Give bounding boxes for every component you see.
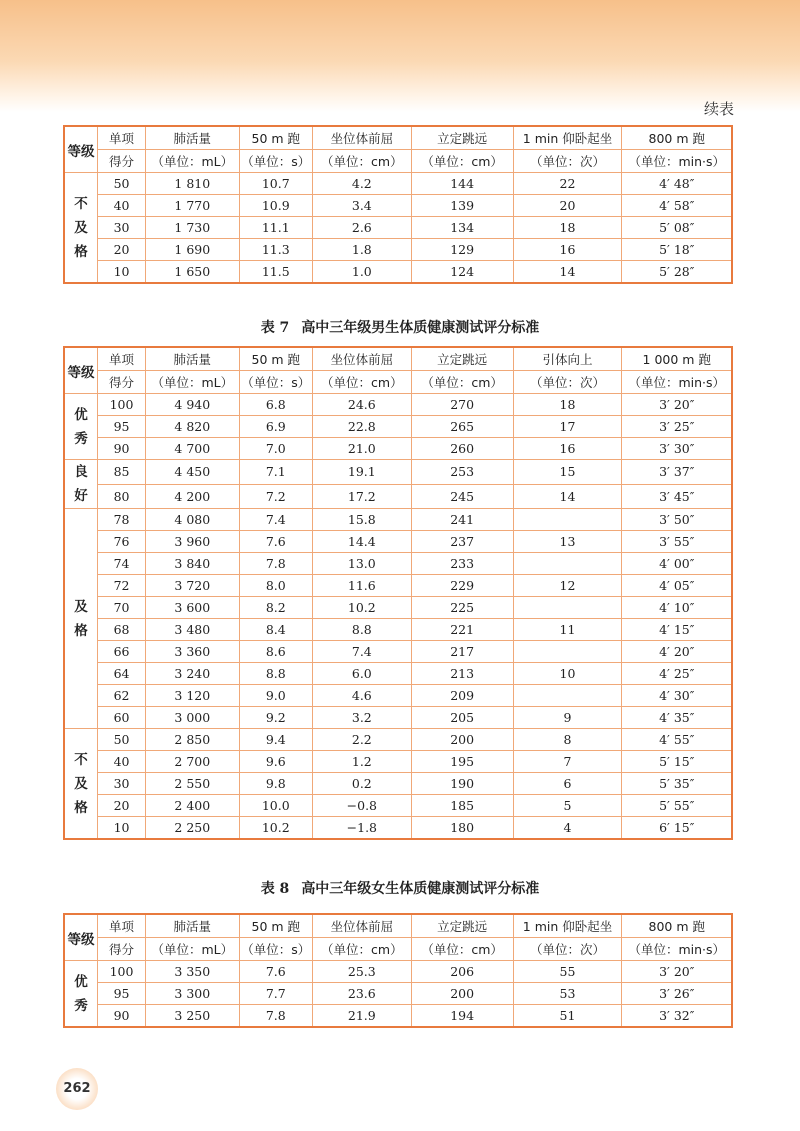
table-cell: 3′ 55″ [622,531,732,553]
table-cell: 3′ 25″ [622,416,732,438]
table-cell [513,685,622,707]
table-cell: 72 [98,575,146,597]
table-cell: 0.2 [312,773,411,795]
column-header: （单位：mL） [145,150,239,173]
table-cell: 17 [513,416,622,438]
table-cell: 237 [411,531,513,553]
table-row [64,553,732,575]
table-cell [513,597,622,619]
table-cell: 3 960 [145,531,239,553]
table-cell: 3 600 [145,597,239,619]
table7-caption-title: 高中三年级男生体质健康测试评分标准 [301,320,540,336]
table7-caption [0,317,800,337]
column-header: 坐位体前屈 [312,126,411,150]
column-header: 单项 [98,914,146,938]
table-cell: 2 250 [145,817,239,840]
column-header: （单位：min·s） [622,371,732,394]
table8-caption-title: 高中三年级女生体质健康测试评分标准 [301,881,540,897]
header-row [64,347,732,371]
table-row [64,195,732,217]
table-cell: 5′ 18″ [622,239,732,261]
column-header: 得分 [98,150,146,173]
table-cell: 15 [513,460,622,485]
column-header: 50 m 跑 [239,347,312,371]
table-cell: 53 [513,983,622,1005]
column-header: （单位：mL） [145,938,239,961]
table-cell: 25.3 [312,961,411,983]
table-cell: 64 [98,663,146,685]
table-cell: 17.2 [312,484,411,509]
table-cell: 1 770 [145,195,239,217]
table-cell: 7.8 [239,553,312,575]
table7-boys-grade12 [63,346,733,840]
table-cell: 1 650 [145,261,239,284]
table-cell: 3 300 [145,983,239,1005]
table-row [64,795,732,817]
column-header: 得分 [98,371,146,394]
table-cell: 3 360 [145,641,239,663]
table-cell: 8.8 [312,619,411,641]
column-header: 800 m 跑 [622,126,732,150]
table-cell: 4 450 [145,460,239,485]
column-header: 单项 [98,126,146,150]
grade-cell: 良 好 [64,460,98,509]
table-cell: 190 [411,773,513,795]
table-row [64,484,732,509]
table-row [64,394,732,416]
table-row [64,663,732,685]
table-row [64,575,732,597]
table-cell: 9.8 [239,773,312,795]
table-cell: 9.0 [239,685,312,707]
table-cell: 3 480 [145,619,239,641]
table-cell: 1.0 [312,261,411,284]
table7-caption-number: 表 7 [260,320,290,336]
table-cell: 124 [411,261,513,284]
table-cell: 4′ 10″ [622,597,732,619]
header-row [64,371,732,394]
table-cell: 195 [411,751,513,773]
table-cell: 10 [513,663,622,685]
column-header: 得分 [98,938,146,961]
continued-label: 续表 [703,100,734,118]
table-cell: 22 [513,173,622,195]
table-cell: 2.2 [312,729,411,751]
column-header: （单位：min·s） [622,938,732,961]
column-header: （单位：cm） [312,150,411,173]
table-cell: 245 [411,484,513,509]
table-cell: 21.0 [312,438,411,460]
table-cell: 50 [98,729,146,751]
table-cell: 4 200 [145,484,239,509]
table8-caption [0,878,800,898]
table-cell: 3′ 20″ [622,961,732,983]
table-cell: 10.2 [312,597,411,619]
table-row [64,961,732,983]
table-cell: 3′ 32″ [622,1005,732,1028]
table-cell: 5 [513,795,622,817]
table-row [64,751,732,773]
table-cell [513,641,622,663]
table-cell: 10.7 [239,173,312,195]
table-cell: 3′ 26″ [622,983,732,1005]
table-cell: 70 [98,597,146,619]
table-cell: 7.0 [239,438,312,460]
column-header: （单位：mL） [145,371,239,394]
table-cell: 129 [411,239,513,261]
table-cell: 144 [411,173,513,195]
table-cell: 8.2 [239,597,312,619]
table-row [64,707,732,729]
table-cell: 10.0 [239,795,312,817]
table-cell [513,553,622,575]
column-header: 引体向上 [513,347,622,371]
table-cell: 6.9 [239,416,312,438]
column-header: （单位：cm） [411,371,513,394]
column-header: （单位：cm） [411,150,513,173]
table-cell: 134 [411,217,513,239]
column-header: 1 min 仰卧起坐 [513,126,622,150]
table-cell: 19.1 [312,460,411,485]
column-header: 肺活量 [145,347,239,371]
table-cell: 6 [513,773,622,795]
table-cell: 3 000 [145,707,239,729]
table-cell: 4′ 30″ [622,685,732,707]
table-cell: 16 [513,239,622,261]
table-cell: 18 [513,217,622,239]
table-cell: 24.6 [312,394,411,416]
table-cell: 4 080 [145,509,239,531]
table-cell: 60 [98,707,146,729]
table-cell: 21.9 [312,1005,411,1028]
table-cell: 4.2 [312,173,411,195]
table-cell: 16 [513,438,622,460]
table-cell: 1 690 [145,239,239,261]
table-cell: 7.6 [239,961,312,983]
table-cell: 200 [411,729,513,751]
table-row [64,983,732,1005]
table-cell: 20 [513,195,622,217]
table-cell: 2 400 [145,795,239,817]
table-cell: 50 [98,173,146,195]
table-cell: 4 820 [145,416,239,438]
table-cell: 4 940 [145,394,239,416]
table-cell: 4′ 00″ [622,553,732,575]
table-row [64,641,732,663]
table-cell: 8.8 [239,663,312,685]
table-cell: 74 [98,553,146,575]
table-cell: 14 [513,261,622,284]
table-cell: 40 [98,195,146,217]
table-cell: 3′ 50″ [622,509,732,531]
table-cell: 9.2 [239,707,312,729]
grade-cell: 优 秀 [64,394,98,460]
table-cell: 5′ 55″ [622,795,732,817]
table-cell: 14.4 [312,531,411,553]
table-cell: 9.6 [239,751,312,773]
column-header: 立定跳远 [411,126,513,150]
table-cell: 209 [411,685,513,707]
table-cell: 185 [411,795,513,817]
table-cell: 80 [98,484,146,509]
table-cell: 6.8 [239,394,312,416]
table-cell: 3.4 [312,195,411,217]
table-cell: 8.4 [239,619,312,641]
table-row [64,531,732,553]
column-header: （单位：s） [239,938,312,961]
column-header: （单位：cm） [312,938,411,961]
table-row [64,438,732,460]
column-header: （单位：次） [513,150,622,173]
table-cell: 2 550 [145,773,239,795]
grade-header: 等级 [64,126,98,173]
table-cell: 22.8 [312,416,411,438]
table-cell: 7.7 [239,983,312,1005]
table-cell: 7.1 [239,460,312,485]
table-cell: 85 [98,460,146,485]
table-cell: 8.6 [239,641,312,663]
table-cell: 7.4 [239,509,312,531]
table-row [64,817,732,840]
table-cell: 4′ 35″ [622,707,732,729]
table-row [64,239,732,261]
table-cell: 3 240 [145,663,239,685]
table-cell: 100 [98,961,146,983]
column-header: （单位：cm） [411,938,513,961]
table-cell: 18 [513,394,622,416]
column-header: 50 m 跑 [239,126,312,150]
table-row [64,685,732,707]
table-cell: 217 [411,641,513,663]
table-cell: 68 [98,619,146,641]
column-header: 50 m 跑 [239,914,312,938]
table-cell: 4.6 [312,685,411,707]
table-cell: 4′ 20″ [622,641,732,663]
table-cell: 4′ 25″ [622,663,732,685]
header-row [64,914,732,938]
table-cell: 11 [513,619,622,641]
table-cell: 205 [411,707,513,729]
grade-cell: 不 及 格 [64,729,98,840]
table-cell: 4 700 [145,438,239,460]
table-cell: 10.9 [239,195,312,217]
table-row [64,597,732,619]
table-cell: 95 [98,983,146,1005]
table-cell: 76 [98,531,146,553]
table-cell: 5′ 08″ [622,217,732,239]
header-row [64,126,732,150]
table-cell: 233 [411,553,513,575]
grade-cell: 不 及 格 [64,173,98,284]
table-cell: 265 [411,416,513,438]
table-cell: 253 [411,460,513,485]
table-row [64,217,732,239]
table-continued [63,125,733,284]
column-header: 1 000 m 跑 [622,347,732,371]
table-cell: 9.4 [239,729,312,751]
table-cell: 200 [411,983,513,1005]
table-cell: 11.6 [312,575,411,597]
table-cell: 10 [98,261,146,284]
table-cell: 55 [513,961,622,983]
table-cell: −1.8 [312,817,411,840]
table-cell: 5′ 15″ [622,751,732,773]
table-cell: 13 [513,531,622,553]
column-header: 立定跳远 [411,914,513,938]
table-cell: 3.2 [312,707,411,729]
table-cell: 15.8 [312,509,411,531]
column-header: 单项 [98,347,146,371]
header-row [64,150,732,173]
table-cell: 6′ 15″ [622,817,732,840]
table-cell: 180 [411,817,513,840]
table-cell: 40 [98,751,146,773]
table-cell: 260 [411,438,513,460]
table-row [64,509,732,531]
table-row [64,416,732,438]
column-header: 肺活量 [145,914,239,938]
table-cell: 100 [98,394,146,416]
column-header: 1 min 仰卧起坐 [513,914,622,938]
table-row [64,460,732,485]
table-cell: 3 840 [145,553,239,575]
grade-cell: 及 格 [64,509,98,729]
table-cell: 5′ 35″ [622,773,732,795]
table-cell: 241 [411,509,513,531]
table-cell: 3 120 [145,685,239,707]
column-header: 立定跳远 [411,347,513,371]
table-cell: 30 [98,217,146,239]
table-cell: 95 [98,416,146,438]
table-row [64,773,732,795]
table-cell: 225 [411,597,513,619]
table-cell: 4′ 58″ [622,195,732,217]
column-header: （单位：次） [513,371,622,394]
table-cell: 5′ 28″ [622,261,732,284]
column-header: 坐位体前屈 [312,347,411,371]
table-cell: 10.2 [239,817,312,840]
table-cell: 4′ 15″ [622,619,732,641]
table-row [64,173,732,195]
table-cell: 11.3 [239,239,312,261]
table-cell: 7.6 [239,531,312,553]
table8-caption-number: 表 8 [260,881,290,897]
table-cell: 90 [98,1005,146,1028]
table-cell: 8.0 [239,575,312,597]
table-cell: 3 720 [145,575,239,597]
column-header: 800 m 跑 [622,914,732,938]
table-cell: 30 [98,773,146,795]
table-cell: 4′ 55″ [622,729,732,751]
table-cell: 11.1 [239,217,312,239]
table-cell: 6.0 [312,663,411,685]
table-cell: 7.4 [312,641,411,663]
table-cell: 1 810 [145,173,239,195]
table-cell: 13.0 [312,553,411,575]
table-cell: 11.5 [239,261,312,284]
table-cell: 90 [98,438,146,460]
table-cell: −0.8 [312,795,411,817]
table-cell: 8 [513,729,622,751]
table-cell: 3 250 [145,1005,239,1028]
table-cell: 3′ 45″ [622,484,732,509]
table-cell: 3′ 37″ [622,460,732,485]
grade-cell: 优 秀 [64,961,98,1028]
table-cell: 2.6 [312,217,411,239]
table-cell: 1.8 [312,239,411,261]
table-cell: 62 [98,685,146,707]
column-header: 坐位体前屈 [312,914,411,938]
table-row [64,1005,732,1028]
table-cell: 7.8 [239,1005,312,1028]
table-row [64,619,732,641]
column-header: （单位：min·s） [622,150,732,173]
column-header: （单位：s） [239,371,312,394]
table-cell: 229 [411,575,513,597]
column-header: （单位：次） [513,938,622,961]
table-cell: 7 [513,751,622,773]
table-row [64,729,732,751]
table-cell: 1.2 [312,751,411,773]
table-cell: 1 730 [145,217,239,239]
column-header: （单位：cm） [312,371,411,394]
table-cell: 2 700 [145,751,239,773]
table-cell: 12 [513,575,622,597]
table-cell: 9 [513,707,622,729]
table-cell: 78 [98,509,146,531]
grade-header: 等级 [64,914,98,961]
table-cell: 2 850 [145,729,239,751]
table8-girls-grade12 [63,913,733,1028]
table-row [64,261,732,284]
column-header: 肺活量 [145,126,239,150]
table-cell: 4′ 05″ [622,575,732,597]
table-cell [513,509,622,531]
table-cell: 51 [513,1005,622,1028]
header-row [64,938,732,961]
table-cell: 20 [98,239,146,261]
column-header: （单位：s） [239,150,312,173]
table-cell: 20 [98,795,146,817]
table-cell: 23.6 [312,983,411,1005]
table-cell: 66 [98,641,146,663]
table-cell: 14 [513,484,622,509]
table-cell: 4′ 48″ [622,173,732,195]
table-cell: 7.2 [239,484,312,509]
table-cell: 3′ 30″ [622,438,732,460]
table-cell: 3′ 20″ [622,394,732,416]
table-cell: 4 [513,817,622,840]
table-cell: 139 [411,195,513,217]
table-cell: 213 [411,663,513,685]
table-cell: 194 [411,1005,513,1028]
table-cell: 206 [411,961,513,983]
table-cell: 10 [98,817,146,840]
grade-header: 等级 [64,347,98,394]
header-band [0,0,800,112]
table-cell: 3 350 [145,961,239,983]
page-number: 262 [56,1068,98,1110]
table-cell: 221 [411,619,513,641]
table-cell: 270 [411,394,513,416]
